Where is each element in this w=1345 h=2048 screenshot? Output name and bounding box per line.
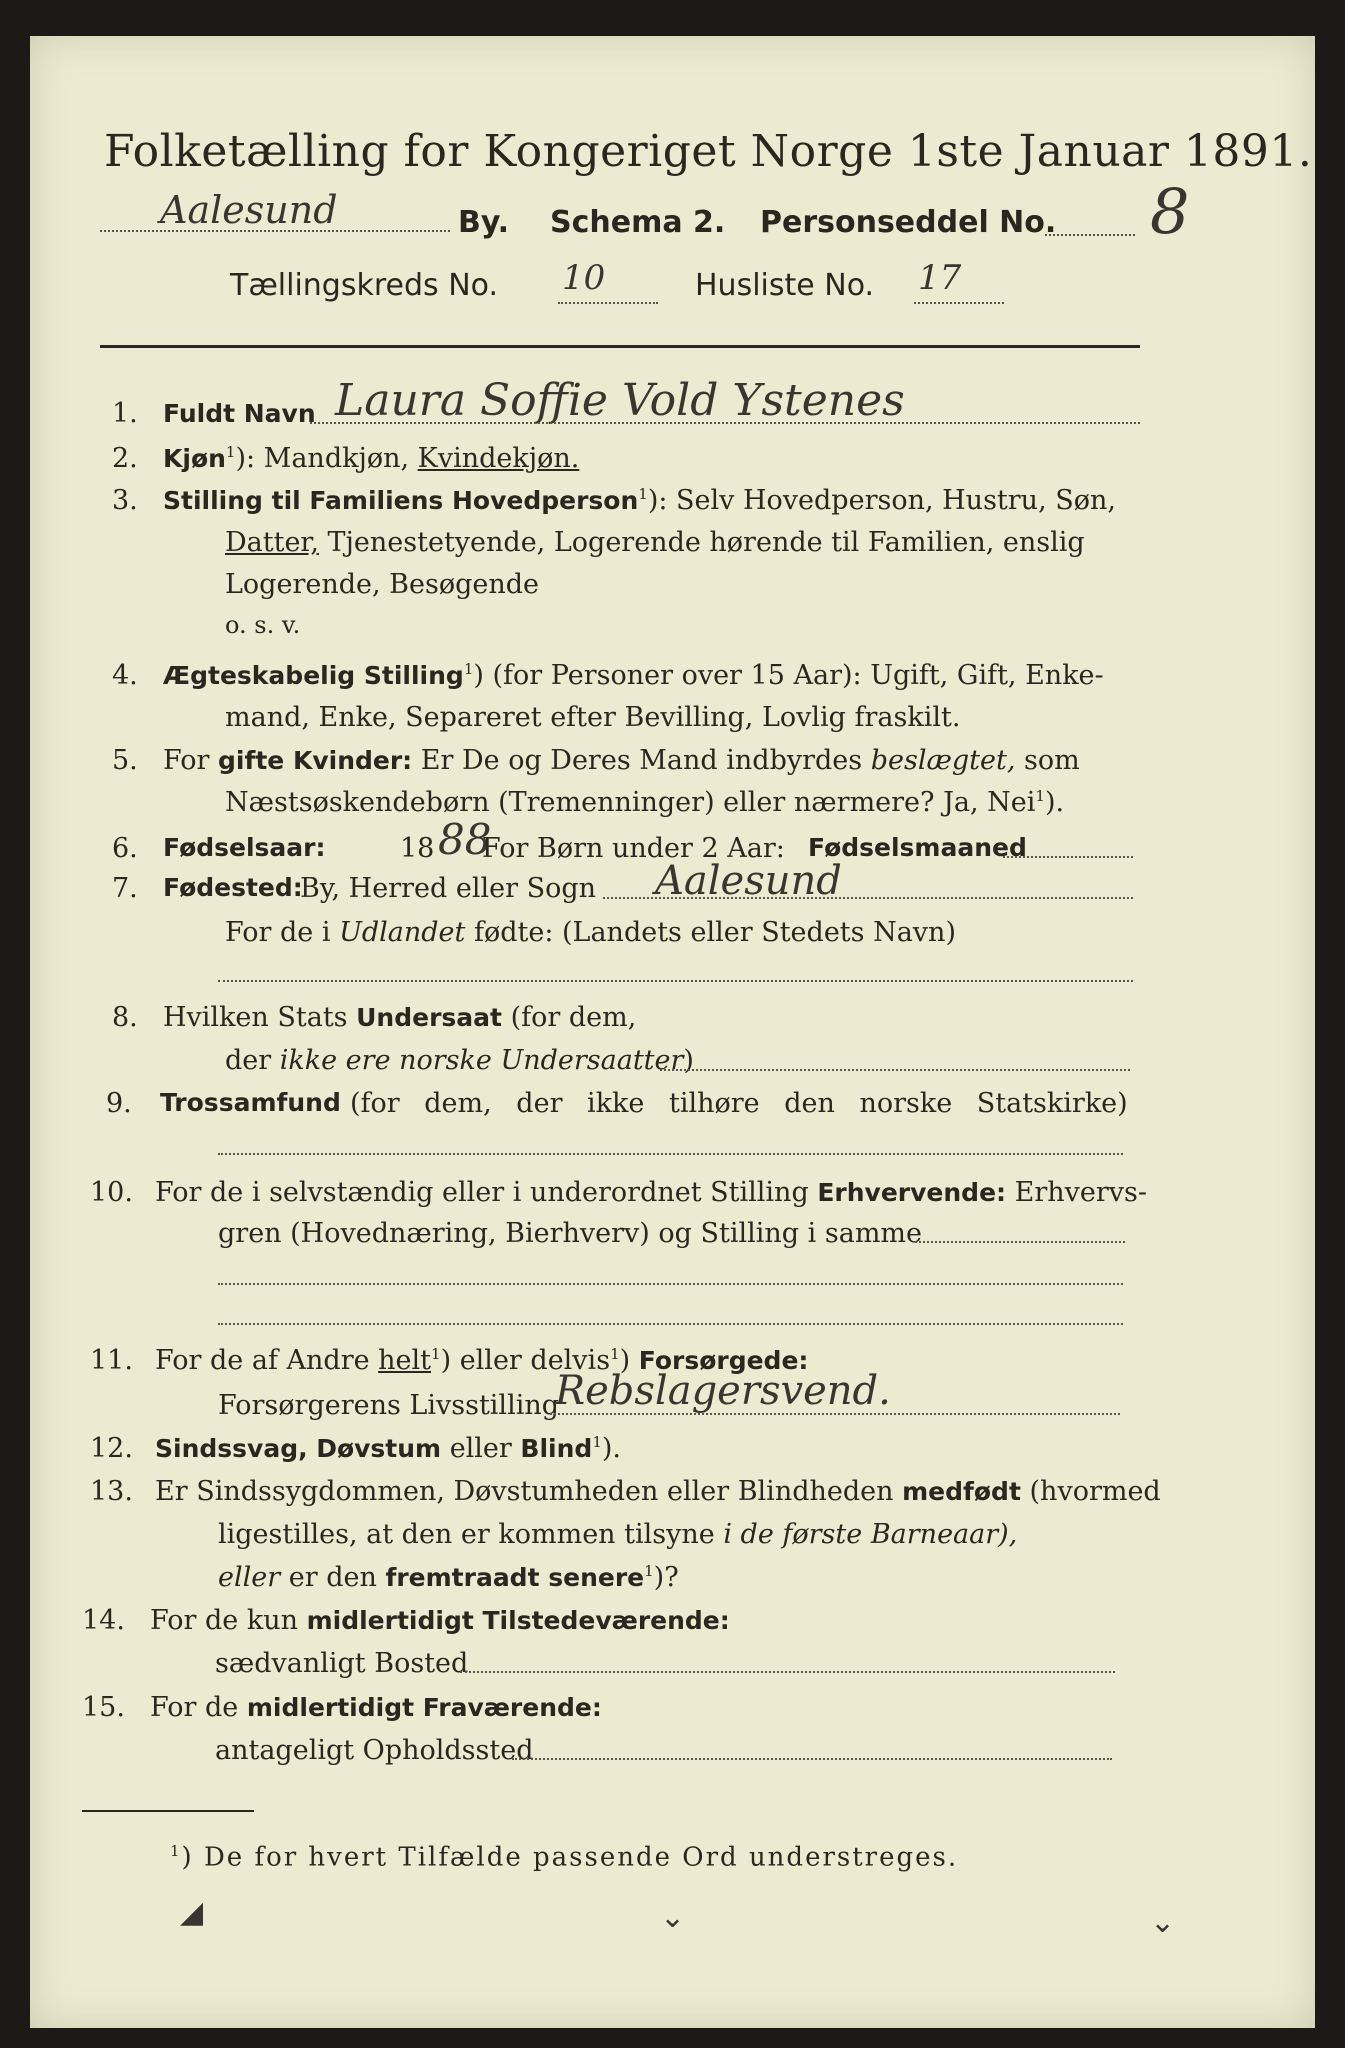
q14-line1 bbox=[150, 1605, 730, 1636]
footnote-rule bbox=[82, 1810, 254, 1812]
q5-text1: Er De og Deres Mand indbyrdes bbox=[420, 745, 863, 776]
q13-label2: fremtraadt senere bbox=[385, 1563, 645, 1592]
q2-line bbox=[163, 443, 579, 474]
q13-sup: 1 bbox=[644, 1562, 654, 1580]
footnote-text: ) De for hvert Tilfælde passende Ord understreges. bbox=[181, 1842, 959, 1873]
by-label: By. bbox=[458, 205, 510, 240]
q5-text1b: som bbox=[1024, 745, 1080, 776]
q1-answer: Laura Soffie Vold Ystenes bbox=[335, 375, 905, 426]
q10-line1 bbox=[155, 1177, 1147, 1208]
q4-line2: mand, Enke, Separeret efter Bevilling, Lovlig fraskilt. bbox=[225, 702, 961, 733]
q8-label: Undersaat bbox=[356, 1003, 502, 1032]
q6-label2: Fødselsmaaned bbox=[808, 833, 1027, 862]
q11-line2: Forsørgerens Livsstilling bbox=[218, 1390, 560, 1421]
q13-text2a: ligestilles, at den er kommen tilsyne bbox=[218, 1519, 715, 1550]
q13-text1a: Er Sindssygdommen, Døvstumheden eller Blindheden bbox=[155, 1476, 894, 1507]
q14-dotted-line bbox=[460, 1671, 1115, 1673]
q8-text2b: ) bbox=[683, 1045, 694, 1076]
q5-number: 5. bbox=[112, 745, 138, 776]
husliste-dotted-line bbox=[914, 302, 1004, 304]
form-title: Folketælling for Kongeriget Norge 1ste Januar 1891. bbox=[104, 126, 1313, 177]
q5-italic: beslægtet, bbox=[870, 745, 1016, 776]
taellingskreds-number: 10 bbox=[562, 258, 606, 298]
q1-dotted-line bbox=[310, 422, 1140, 424]
stray-mark: ◢ bbox=[180, 1895, 204, 1930]
personseddel-label: Personseddel No. bbox=[760, 205, 1057, 240]
city-handwritten: Aalesund bbox=[160, 188, 338, 232]
q11-number: 11. bbox=[90, 1345, 133, 1376]
q13-eller: eller bbox=[218, 1562, 281, 1593]
q8-italic: ikke ere norske Undersaatter bbox=[279, 1045, 684, 1076]
q5-sup: 1 bbox=[1035, 787, 1045, 805]
q8-number: 8. bbox=[112, 1002, 138, 1033]
stray-mark: ⌄ bbox=[660, 1900, 686, 1935]
footnote-sup: 1 bbox=[170, 1842, 182, 1860]
q4-text1: ) (for Personer over 15 Aar): Ugift, Gift, Enke- bbox=[473, 660, 1104, 691]
q3-line4: o. s. v. bbox=[225, 611, 301, 639]
husliste-label: Husliste No. bbox=[695, 268, 875, 303]
q8-text1b: (for dem, bbox=[510, 1002, 637, 1033]
q2-label: Kjøn bbox=[163, 444, 226, 473]
q9-text: (for dem, der ikke tilhøre den norske Statskirke) bbox=[350, 1088, 1128, 1119]
q11-answer: Rebslagersvend. bbox=[555, 1368, 891, 1414]
q14-text1a: For de kun bbox=[150, 1605, 298, 1636]
q10-text1: For de i selvstændig eller i underordnet Stilling bbox=[155, 1177, 809, 1208]
q4-line1 bbox=[163, 660, 1104, 691]
stray-mark: ⌄ bbox=[1150, 1905, 1176, 1940]
q5-pre: For bbox=[163, 745, 210, 776]
q10-number: 10. bbox=[90, 1177, 133, 1208]
q7-dotted-line bbox=[603, 897, 1133, 899]
q15-text1a: For de bbox=[150, 1692, 239, 1723]
q13-line3 bbox=[218, 1562, 679, 1593]
schema-label: Schema 2. bbox=[550, 205, 726, 240]
q15-number: 15. bbox=[82, 1692, 125, 1723]
q12-number: 12. bbox=[90, 1433, 133, 1464]
footnote bbox=[170, 1842, 958, 1873]
q3-label: Stilling til Familiens Hovedperson bbox=[163, 486, 639, 515]
q14-number: 14. bbox=[82, 1605, 125, 1636]
q7-text2a: For de i bbox=[225, 917, 331, 948]
q13-line1 bbox=[155, 1476, 1161, 1507]
q11-text1b: ) eller delvis bbox=[440, 1345, 611, 1376]
q8-dotted-line bbox=[660, 1069, 1130, 1071]
q8-text1a: Hvilken Stats bbox=[163, 1002, 348, 1033]
q6-number: 6. bbox=[112, 833, 138, 864]
q6-label: Fødselsaar: bbox=[163, 833, 326, 862]
q7-text2b: fødte: (Landets eller Stedets Navn) bbox=[473, 917, 956, 948]
q3-number: 3. bbox=[112, 485, 138, 516]
q1-number: 1. bbox=[112, 398, 138, 429]
q11-helt-selected: helt bbox=[378, 1345, 432, 1376]
q5-label: gifte Kvinder: bbox=[218, 746, 413, 775]
q1-label: Fuldt Navn bbox=[163, 399, 316, 428]
q14-label: midlertidigt Tilstedeværende: bbox=[306, 1606, 730, 1635]
q3-sup: 1 bbox=[638, 485, 648, 503]
q10-dotted-line bbox=[915, 1241, 1125, 1243]
q10-label: Erhvervende: bbox=[817, 1178, 1007, 1207]
q10-dotted-line2 bbox=[218, 1283, 1123, 1285]
q8-line1 bbox=[163, 1002, 636, 1033]
q12-end: ). bbox=[601, 1433, 621, 1464]
q12-text: eller bbox=[449, 1433, 512, 1464]
q13-number: 13. bbox=[90, 1476, 133, 1507]
header-rule bbox=[100, 345, 1140, 348]
q13-text1b: (hvormed bbox=[1029, 1476, 1161, 1507]
q8-line2 bbox=[225, 1045, 694, 1076]
q6-text: For Børn under 2 Aar: bbox=[482, 833, 785, 864]
q2-sup: 1 bbox=[225, 443, 236, 461]
q9-number: 9. bbox=[106, 1088, 132, 1119]
taellingskreds-label: Tællingskreds No. bbox=[230, 268, 498, 303]
q3-datter-selected: Datter, bbox=[225, 527, 319, 558]
q6-year-handwritten: 88 bbox=[438, 815, 492, 864]
q5-text2b: ). bbox=[1044, 787, 1065, 818]
q3-line1 bbox=[163, 485, 1116, 516]
q5-text2: Næstsøskendebørn (Tremenninger) eller nærmere? Ja, Nei bbox=[225, 787, 1036, 818]
q4-label: Ægteskabelig Stilling bbox=[163, 661, 464, 690]
q13-line2 bbox=[218, 1519, 1017, 1550]
q11-text1c: ) bbox=[619, 1345, 631, 1376]
q7-udlandet: Udlandet bbox=[339, 917, 466, 948]
q11-label: Forsørgede: bbox=[638, 1346, 809, 1375]
personseddel-dotted-line bbox=[1045, 234, 1135, 236]
q8-text2a: der bbox=[225, 1045, 272, 1076]
q15-line2: antageligt Opholdssted bbox=[215, 1735, 534, 1766]
q15-line1 bbox=[150, 1692, 602, 1723]
q11-sup2: 1 bbox=[610, 1345, 620, 1363]
q2-text: ): Mandkjøn, bbox=[235, 443, 410, 474]
q3-line2 bbox=[225, 527, 1085, 558]
q12-label2: Døvstum bbox=[316, 1434, 442, 1463]
q11-dotted-line bbox=[550, 1413, 1120, 1415]
q12-line bbox=[155, 1433, 621, 1464]
q9-dotted-line bbox=[218, 1153, 1123, 1155]
q5-line1 bbox=[163, 745, 1080, 776]
q6-dotted-line bbox=[1003, 856, 1133, 858]
q10-text1b: Erhvervs- bbox=[1014, 1177, 1148, 1208]
q3-text2: Tjenestetyende, Logerende hørende til Familien, enslig bbox=[318, 527, 1085, 558]
husliste-number: 17 bbox=[918, 258, 962, 298]
q12-label1: Sindssvag, bbox=[155, 1434, 308, 1463]
q13-text3a: er den bbox=[288, 1562, 377, 1593]
q2-number: 2. bbox=[112, 443, 138, 474]
q4-sup: 1 bbox=[463, 660, 474, 678]
q11-text1a: For de af Andre bbox=[155, 1345, 370, 1376]
q11-sup: 1 bbox=[431, 1345, 441, 1363]
q15-dotted-line bbox=[512, 1758, 1112, 1760]
q7-label: Fødested: bbox=[163, 873, 303, 902]
q15-label: midlertidigt Fraværende: bbox=[246, 1693, 602, 1722]
q7-line2 bbox=[225, 917, 956, 948]
q7-dotted-line2 bbox=[218, 980, 1133, 982]
q12-label3: Blind bbox=[520, 1434, 593, 1463]
q13-text3b: )? bbox=[653, 1562, 679, 1593]
q3-text1: ): Selv Hovedperson, Hustru, Søn, bbox=[647, 485, 1116, 516]
q14-line2: sædvanligt Bosted bbox=[215, 1648, 469, 1679]
q2-selected-option: Kvindekjøn. bbox=[417, 443, 580, 474]
q6-year-prefix: 18 bbox=[400, 833, 435, 864]
q5-line2 bbox=[225, 787, 1064, 818]
q3-line3: Logerende, Besøgende bbox=[225, 569, 539, 600]
personseddel-number: 8 bbox=[1150, 175, 1190, 248]
q9-label: Trossamfund bbox=[160, 1088, 341, 1117]
q13-label: medfødt bbox=[902, 1477, 1021, 1506]
q12-sup: 1 bbox=[592, 1433, 602, 1451]
q10-line2: gren (Hovednæring, Bierhverv) og Stilling i samme bbox=[218, 1218, 923, 1249]
q10-dotted-line3 bbox=[218, 1323, 1123, 1325]
kreds-dotted-line bbox=[558, 302, 658, 304]
q4-number: 4. bbox=[112, 660, 138, 691]
city-dotted-line bbox=[100, 230, 450, 232]
q7-answer: Aalesund bbox=[655, 858, 842, 904]
q7-number: 7. bbox=[112, 873, 138, 904]
q7-text: By, Herred eller Sogn bbox=[300, 873, 596, 904]
q13-italic: i de første Barneaar), bbox=[723, 1519, 1018, 1550]
